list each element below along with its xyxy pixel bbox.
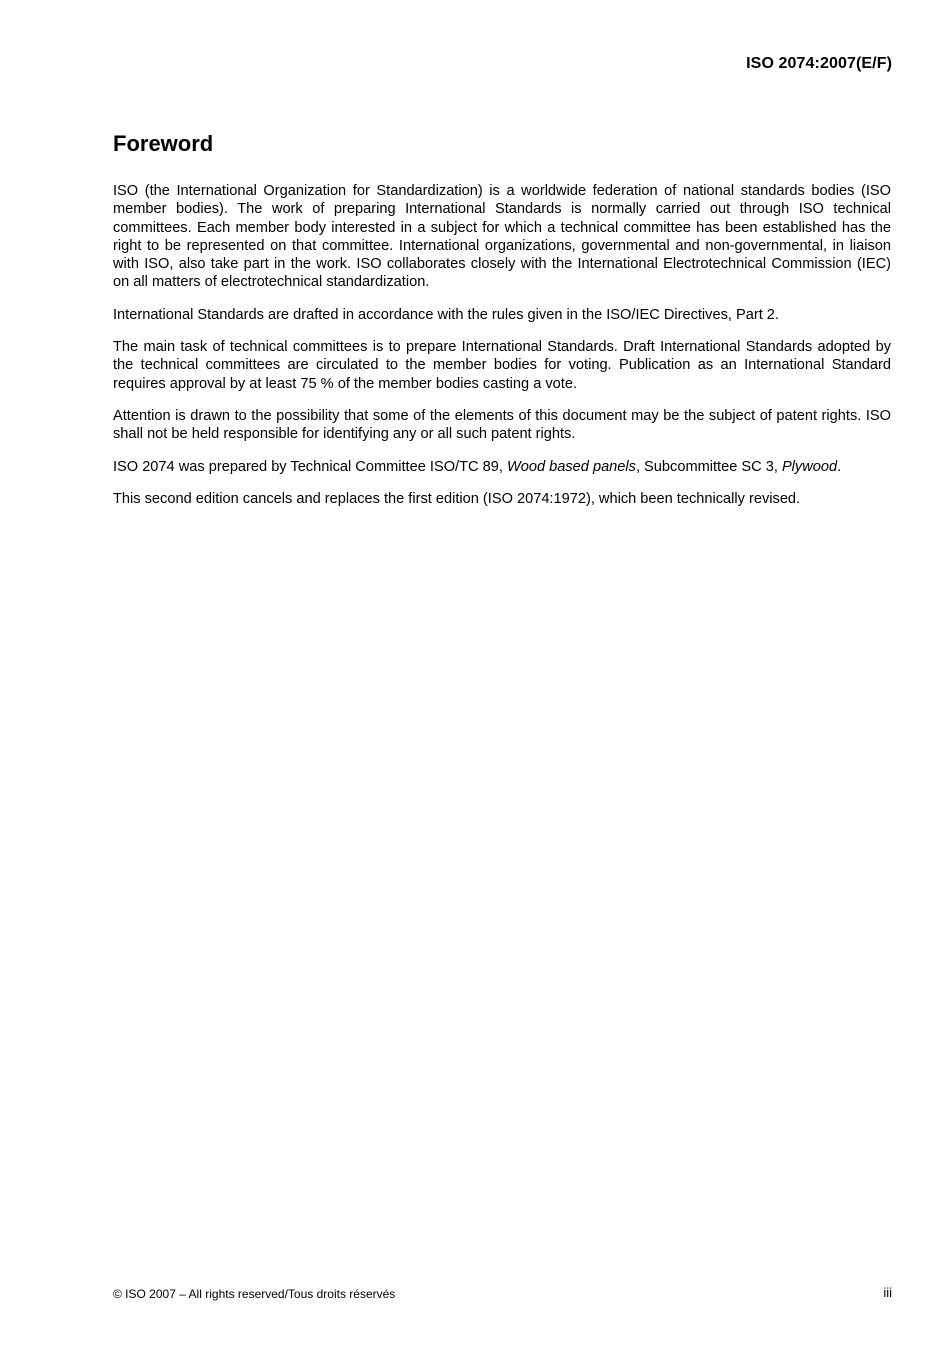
foreword-body xyxy=(113,182,891,522)
preparation-text-middle: , Subcommittee SC 3, xyxy=(635,458,782,475)
page-title: Foreword xyxy=(113,131,214,156)
subcommittee-title: Plywood xyxy=(781,458,838,475)
preparation-text-start: ISO 2074 was prepared by Technical Committee ISO/TC 89, xyxy=(113,458,507,475)
paragraph-patent-rights: Attention is drawn to the possibility that some of the elements of this document may be the subject of patent rights. ISO shall not be held responsible for identifying any or all such patent rights. xyxy=(113,407,891,443)
paragraph-iso-overview: ISO (the International Organization for Standardization) is a worldwide federation of national standards bodies (ISO member bodies). The work of preparing International Standards is normally carried out through ISO technical committees. Each member body interested in a subject for which a technical committee has been established has the right to be represented on that committee. International organizations, governmental and non-governmental, in liaison with ISO, also take part in the work. ISO collaborates closely with the International Electrotechnical Commission (IEC) on all matters of electrotechnical standardization. xyxy=(113,183,891,291)
paragraph-preparation xyxy=(113,458,891,476)
paragraph-technical-committees: The main task of technical committees is to prepare International Standards. Draft International Standards adopted by the technical committees are circulated to the member bodies for voting. Publication as an International Standard requires approval by at least 75 % of the member bodies casting a vote. xyxy=(113,339,891,392)
preparation-text-end: . xyxy=(837,458,842,475)
document-reference: ISO 2074:2007(E/F) xyxy=(746,55,892,72)
paragraph-directives: International Standards are drafted in accordance with the rules given in the ISO/IEC Directives, Part 2. xyxy=(113,306,779,323)
paragraph-edition-note: This second edition cancels and replaces the first edition (ISO 2074:1972), which been technically revised. xyxy=(113,490,801,507)
footer-page-number: iii xyxy=(883,1285,892,1300)
committee-title: Wood based panels xyxy=(506,458,636,475)
footer-copyright: © ISO 2007 – All rights reserved/Tous droits réservés xyxy=(113,1287,396,1301)
